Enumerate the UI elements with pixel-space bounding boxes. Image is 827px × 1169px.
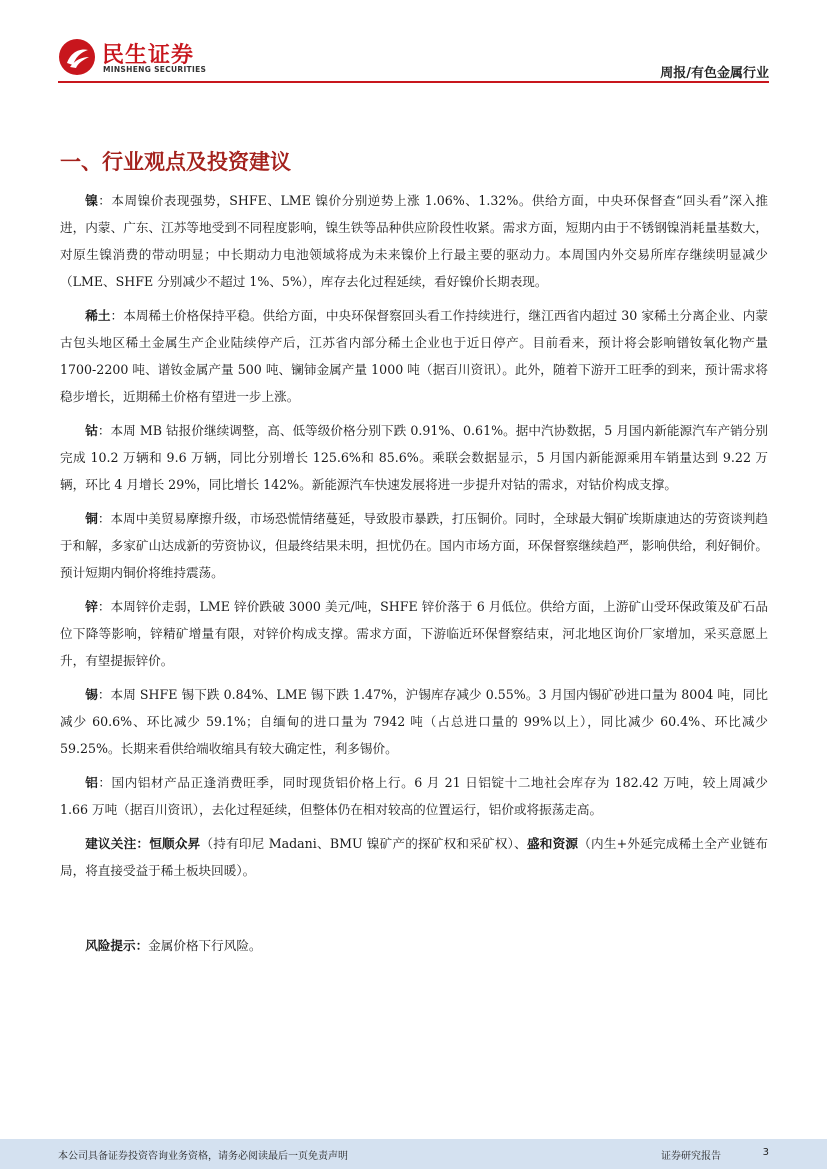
- page-header: [0, 0, 827, 82]
- paragraph-nickel: [60, 187, 768, 295]
- paragraph-text: ：本周 MB 钴报价继续调整，高、低等级价格分别下跌 0.91%、0.61%。据中汽协数据，5 月国内新能源汽车产销分别完成 10.2 万辆和 9.6 万辆，同比分别增长 125.6%和 85.6%。乘联会数据显示，5 月国内新能源乘用车销量达到 9.22 万辆，环比 4 月增长 29%，同比增长 142%。新能源汽车快速发展将进一步提升对钴的需求，对钴价构成支撑。: [60, 423, 768, 492]
- risk-warning: [60, 932, 768, 959]
- investment-recommendation: [60, 830, 768, 884]
- logo-chinese-text: 民生证券: [102, 43, 195, 68]
- paragraph-text: ：本周锌价走弱，LME 锌价跌破 3000 美元/吨，SHFE 锌价落于 6 月低位。供给方面，上游矿山受环保政策及矿石品位下降等影响，锌精矿增量有限，对锌价构成支撑。需求方面，下游临近环保督察结束，河北地区询价厂家增加，采买意愿上升，有望提振锌价。: [60, 599, 768, 668]
- paragraph-lead: 稀土: [85, 308, 111, 323]
- footer-disclaimer: 本公司具备证券投资咨询业务资格，请务必阅读最后一页免责声明: [58, 1151, 348, 1162]
- paragraph-aluminum: [60, 769, 768, 823]
- paragraph-zinc: [60, 593, 768, 674]
- paragraph-copper: [60, 505, 768, 586]
- recommended-stock: 盛和资源: [526, 836, 579, 851]
- paragraph-text: ：本周 SHFE 锡下跌 0.84%、LME 锡下跌 1.47%，沪锡库存减少 0.55%。3 月国内锡矿砂进口量为 8004 吨，同比减少 60.6%、环比减少 59.1%；自缅甸的进口量为 7942 吨（占总进口量的 99%以上），同比减少 60.4%、环比减少 59.25%。长期来看供给端收缩具有较大确定性，利多锡价。: [60, 687, 769, 756]
- company-logo: [58, 36, 218, 80]
- paragraph-lead: 铜: [85, 511, 98, 526]
- recommended-stock: 恒顺众昇: [149, 836, 201, 851]
- page-number: 3: [762, 1147, 769, 1158]
- section-title: 一、行业观点及投资建议: [60, 150, 291, 174]
- logo-english-text: MINSHENG SECURITIES: [103, 65, 207, 74]
- paragraph-lead: 锌: [85, 599, 98, 614]
- header-divider: [58, 81, 769, 83]
- paragraph-cobalt: [60, 417, 768, 498]
- paragraph-lead: 钴: [85, 423, 98, 438]
- paragraph-text: ：本周镍价表现强势，SHFE、LME 镍价分别逆势上涨 1.06%、1.32%。供给方面，中央环保督查“回头看”深入推进，内蒙、广东、江苏等地受到不同程度影响，镍生铁等品种供应阶段性收紧。需求方面，短期内由于不锈钢镍消耗量基数大，对原生镍消费的带动明显；中长期动力电池领域将成为未来镍价上行最主要的驱动力。本周国内外交易所库存继续明显减少（LME、SHFE 分别减少不超过 1%、5%），库存去化过程延续，看好镍价长期表现。: [60, 193, 769, 289]
- risk-text: 金属价格下行风险。: [148, 938, 262, 953]
- paragraph-lead: 锡: [85, 687, 98, 702]
- paragraph-tin: [60, 681, 768, 762]
- report-body: [60, 187, 768, 966]
- paragraph-text: ：国内铝材产品正逢消费旺季，同时现货铝价格上行。6 月 21 日铝锭十二地社会库存为 182.42 万吨，较上周减少 1.66 万吨（据百川资讯），去化过程延续，但整体仍在相对较高的位置运行，铝价或将振荡走高。: [60, 775, 769, 817]
- paragraph-lead: 镍: [85, 193, 99, 208]
- recommendation-text: （持有印尼 Madani、BMU 镍矿产的探矿权和采矿权）、: [200, 836, 527, 851]
- paragraph-text: ：本周稀土价格保持平稳。供给方面，中央环保督察回头看工作持续进行，继江西省内超过 30 家稀土分离企业、内蒙古包头地区稀土金属生产企业陆续停产后，江苏省内部分稀土企业也于近日停产。目前看来，预计将会影响镨钕氧化物产量 1700-2200 吨、谱钕金属产量 500 吨、镧铈金属产量 1000 吨（据百川资讯）。此外，随着下游开工旺季的到来，预计需求将稳步增长，近期稀土价格有望进一步上涨。: [60, 308, 768, 404]
- report-type: 周报/有色金属行业: [660, 66, 769, 81]
- minsheng-logo-icon: [58, 38, 96, 76]
- paragraph-rare-earth: [60, 302, 768, 410]
- paragraph-text: ：本周中美贸易摩擦升级，市场恐慌情绪蔓延，导致股市暴跌，打压铜价。同时，全球最大铜矿埃斯康迪达的劳资谈判趋于和解，多家矿山达成新的劳资协议，但最终结果未明，担忧仍在。国内市场方面，环保督察继续趋严，影响供给，利好铜价。预计短期内铜价将维持震荡。: [60, 511, 769, 580]
- recommendation-text: （内生+外延完成稀土全产业链布局，将直接受益于稀土板块回暖）。: [60, 836, 769, 878]
- footer-doc-type: 证券研究报告: [661, 1151, 721, 1162]
- risk-lead: 风险提示：: [85, 938, 149, 953]
- page-footer: [0, 1139, 827, 1169]
- recommendation-lead: 建议关注：: [85, 836, 150, 851]
- paragraph-lead: 铝: [85, 775, 99, 790]
